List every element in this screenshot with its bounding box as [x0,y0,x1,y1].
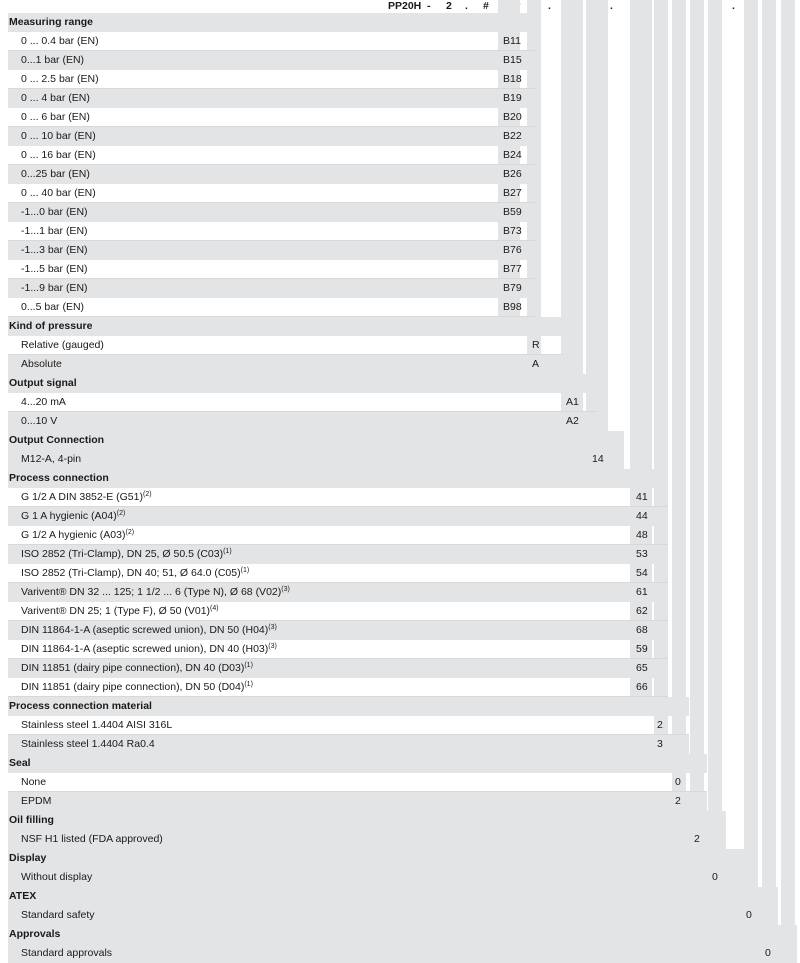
option-row [8,298,535,317]
code-token: - [427,0,431,12]
option-code: 59 [636,643,648,655]
option-label-text: DIN 11864-1-A (aseptic screwed union), DN 40 (H03) [21,643,269,655]
option-label-text: 0...1 bar (EN) [21,54,85,66]
section-title: Kind of pressure [9,320,93,332]
option-code: A1 [566,396,579,408]
footnote-ref: (3) [281,586,290,593]
option-label-text: 0 ... 2.5 bar (EN) [21,73,99,85]
option-row [8,830,726,849]
option-code: B76 [503,244,522,256]
option-label-text: -1...9 bar (EN) [21,282,88,294]
option-label [21,187,96,199]
section-header [8,887,778,906]
option-row [8,944,797,963]
option-row [8,735,689,754]
option-code: A2 [566,415,579,427]
section-header [8,697,689,716]
option-row [8,507,668,526]
option-label-text: 0 ... 16 bar (EN) [21,149,96,161]
section-title: ATEX [9,890,37,902]
code-token: 2 [446,0,452,12]
option-label-text: Stainless steel 1.4404 AISI 316L [21,719,173,731]
option-label [21,415,57,427]
option-row [8,89,535,108]
section-header [8,317,564,336]
option-label-text: Standard safety [21,909,95,921]
option-label [21,453,81,465]
option-label [21,643,277,655]
option-label [21,396,66,408]
option-row [8,279,535,298]
option-row [8,678,668,697]
option-row [8,260,535,279]
footnote-ref: (1) [244,681,253,688]
option-row [8,583,668,602]
option-code: 61 [636,586,648,598]
section-header [8,849,744,868]
section-title: Display [9,852,47,864]
option-label-text: Without display [21,871,93,883]
code-token: . [610,0,613,12]
option-code: 44 [636,510,648,522]
section-title: Process connection [9,472,109,484]
option-code: 66 [636,681,648,693]
option-code: 0 [675,776,681,788]
option-code: B18 [503,73,522,85]
option-code: B20 [503,111,522,123]
option-row [8,773,707,792]
option-label [21,624,277,636]
option-row [8,184,535,203]
code-token: . [465,0,468,12]
option-row [8,165,535,184]
option-code: B26 [503,168,522,180]
option-code: 14 [592,453,604,465]
option-label [21,282,88,294]
option-code: 41 [636,491,648,503]
option-label-text: 0 ... 0.4 bar (EN) [21,35,99,47]
section-title: Oil filling [9,814,54,826]
option-code: 0 [746,909,752,921]
option-label-text: -1...5 bar (EN) [21,263,88,275]
footnote-ref: (2) [125,529,135,536]
option-code: 2 [657,719,663,731]
option-code: B11 [503,35,521,47]
option-code: B79 [503,282,522,294]
option-row [8,336,564,355]
footnote-ref: (1) [244,662,253,669]
option-code: B59 [503,206,522,218]
option-row [8,355,564,374]
option-code: B27 [503,187,522,199]
option-row [8,659,668,678]
option-code: B15 [503,54,522,66]
option-label [21,263,88,275]
option-code: 48 [636,529,648,541]
footnote-ref: (3) [268,643,277,650]
option-label [21,491,152,503]
option-code: 54 [636,567,648,579]
option-code: B22 [503,130,522,142]
column-stripe [690,0,704,849]
option-row [8,412,598,431]
option-row [8,906,778,925]
option-code: 62 [636,605,648,617]
option-label [21,73,99,85]
option-row [8,602,668,621]
option-row [8,32,535,51]
option-label-text: Absolute [21,358,62,370]
option-label-text: Relative (gauged) [21,339,104,351]
footnote-ref: (1) [223,548,232,555]
option-label-text: -1...3 bar (EN) [21,244,88,256]
option-label [21,586,290,598]
option-code: R [532,339,540,351]
option-label [21,833,163,845]
option-label [21,529,134,541]
option-label [21,662,253,674]
option-row [8,868,744,887]
option-label-text: 0 ... 10 bar (EN) [21,130,96,142]
option-label [21,92,90,104]
option-label [21,871,92,883]
option-label [21,149,96,161]
column-stripe [672,0,686,811]
option-row [8,545,668,564]
option-label-text: -1...0 bar (EN) [21,206,88,218]
option-label [21,111,90,123]
option-label-text: G 1/2 A hygienic (A03) [21,529,126,541]
option-code: B19 [503,92,522,104]
option-label-text: 0...25 bar (EN) [21,168,90,180]
option-label [21,738,155,750]
option-label-text: 0 ... 40 bar (EN) [21,187,96,199]
model-code: PP20H [388,0,422,12]
option-row [8,70,535,89]
option-label-text: DIN 11851 (dairy pipe connection), DN 40 (D03) [21,662,245,674]
option-row [8,222,535,241]
option-row [8,792,707,811]
option-label [21,776,46,788]
option-label [21,244,88,256]
option-label-text: 0 ... 4 bar (EN) [21,92,90,104]
option-row [8,241,535,260]
footnote-ref: (2) [142,491,152,498]
option-label-text: Varivent® DN 32 ... 125; 1 1/2 ... 6 (Type N), Ø 68 (V02) [21,586,282,598]
option-label-text: 0...10 V [21,415,58,427]
option-label [21,54,84,66]
option-label-text: Standard approvals [21,947,113,959]
code-token: . [732,0,735,12]
option-label [21,510,125,522]
option-label [21,206,88,218]
section-title: Approvals [9,928,61,940]
section-header [8,811,726,830]
section-title: Output signal [9,377,77,389]
option-label-text: EPDM [21,795,52,807]
option-label [21,301,84,313]
option-label [21,795,51,807]
option-label [21,548,232,560]
section-title: Process connection material [9,700,152,712]
footnote-ref: (4) [210,605,219,612]
section-header [8,431,624,450]
option-code: 53 [636,548,648,560]
option-label [21,567,249,579]
option-code: B24 [503,149,522,161]
option-label [21,947,112,959]
option-label-text: None [21,776,47,788]
option-row [8,393,598,412]
option-label [21,225,88,237]
section-title: Measuring range [9,16,94,28]
code-token: . [548,0,551,12]
option-code: 68 [636,624,648,636]
option-row [8,203,535,222]
option-label [21,168,90,180]
option-label-text: 0...5 bar (EN) [21,301,85,313]
option-row [8,488,668,507]
footnote-ref: (3) [268,624,277,631]
option-label-text: ISO 2852 (Tri-Clamp), DN 25, Ø 50.5 (C03) [21,548,224,560]
option-code: 3 [657,738,663,750]
option-row [8,526,668,545]
option-code: B98 [503,301,522,313]
option-label-text: NSF H1 listed (FDA approved) [21,833,163,845]
option-row [8,51,535,70]
option-label-text: 4...20 mA [21,396,66,408]
option-label-text: DIN 11864-1-A (aseptic screwed union), DN 50 (H04) [21,624,269,636]
option-code: B73 [503,225,522,237]
option-label [21,605,219,617]
option-label [21,130,96,142]
option-code: A [532,358,540,370]
option-label-text: M12-A, 4-pin [21,453,82,465]
option-label-text: -1...1 bar (EN) [21,225,88,237]
option-label-text: 0 ... 6 bar (EN) [21,111,90,123]
option-code: 2 [675,795,681,807]
column-stripe [781,0,795,940]
option-row [8,564,668,583]
option-label [21,909,95,921]
option-label-text: Varivent® DN 25; 1 (Type F), Ø 50 (V01) [21,605,211,617]
option-row [8,640,668,659]
option-label [21,339,104,351]
section-header [8,13,535,32]
option-label-text: G 1 A hygienic (A04) [21,510,117,522]
option-label-text: ISO 2852 (Tri-Clamp), DN 40; 51, Ø 64.0 (C05) [21,567,241,579]
option-row [8,716,689,735]
footnote-ref: (1) [240,567,250,574]
column-stripe [744,0,758,925]
column-stripe [561,0,583,431]
section-header [8,374,598,393]
column-stripe [708,0,722,887]
option-label [21,35,99,47]
option-code: 65 [636,662,648,674]
section-header [8,469,668,488]
option-label [21,681,253,693]
option-label-text: Stainless steel 1.4404 Ra0.4 [21,738,155,750]
option-label [21,719,172,731]
section-header [8,925,797,944]
option-label-text: DIN 11851 (dairy pipe connection), DN 50 (D04) [21,681,245,693]
option-label [21,358,62,370]
option-row [8,108,535,127]
section-title: Seal [9,757,31,769]
option-row [8,146,535,165]
option-row [8,450,624,469]
option-row [8,127,535,146]
option-code: 0 [765,947,771,959]
option-code: B77 [503,263,522,275]
code-token: # [483,0,489,12]
option-code: 2 [694,833,700,845]
column-stripe [762,0,776,940]
option-label-text: G 1/2 A DIN 3852-E (G51) [21,491,143,503]
footnote-ref: (2) [116,510,126,517]
section-header [8,754,707,773]
section-title: Output Connection [9,434,105,446]
option-code: 0 [712,871,718,883]
option-row [8,621,668,640]
